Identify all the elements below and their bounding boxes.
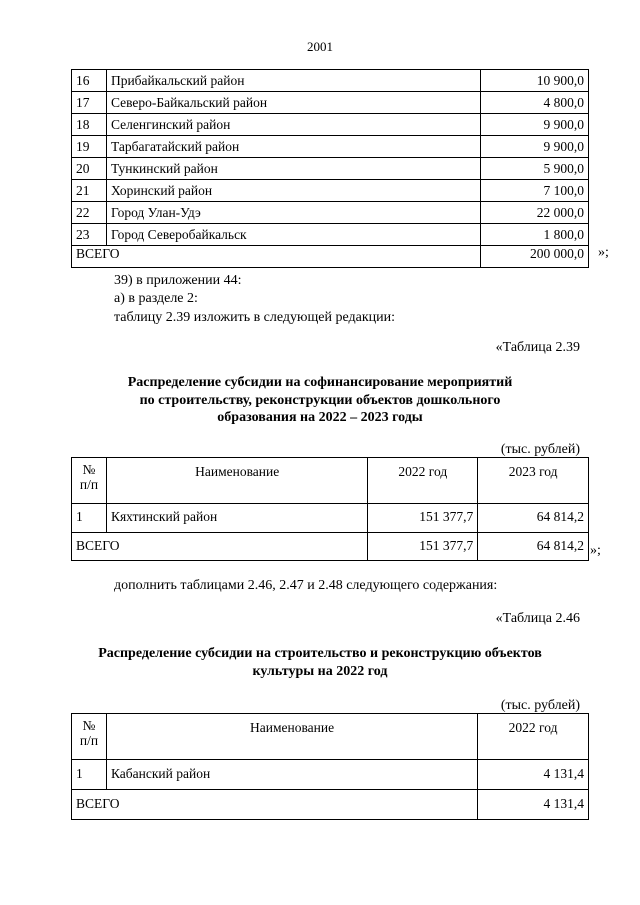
paragraph: дополнить таблицами 2.46, 2.47 и 2.48 следующего содержания:	[114, 578, 498, 593]
row-name: Кяхтинский район	[106, 504, 367, 533]
row-value: 1 800,0	[481, 224, 589, 246]
table-row	[72, 158, 589, 180]
table-title: культуры на 2022 год	[252, 664, 388, 679]
row-number: 19	[72, 136, 107, 158]
table-row	[72, 180, 589, 202]
table-districts	[71, 69, 589, 268]
row-value: 7 100,0	[481, 180, 589, 202]
row-value: 22 000,0	[481, 202, 589, 224]
header-name: Наименование	[106, 458, 367, 504]
closing-quote: »;	[598, 245, 609, 260]
total-value: 4 131,4	[478, 790, 589, 820]
page-number: 2001	[307, 39, 333, 54]
paragraph: а) в разделе 2:	[114, 291, 198, 306]
closing-quote: »;	[590, 543, 601, 558]
paragraph: 39) в приложении 44:	[114, 273, 242, 288]
units-label: (тыс. рублей)	[500, 698, 580, 713]
table-row	[72, 136, 589, 158]
total-value: 151 377,7	[368, 533, 478, 561]
row-name: Селенгинский район	[106, 114, 480, 136]
row-value: 64 814,2	[478, 504, 589, 533]
row-value: 9 900,0	[481, 136, 589, 158]
table-title: Распределение субсидии на софинансирование мероприятий	[127, 375, 513, 390]
row-number: 20	[72, 158, 107, 180]
table-title: по строительству, реконструкции объектов дошкольного	[139, 393, 501, 408]
row-name: Хоринский район	[106, 180, 480, 202]
row-name: Северо-Байкальский район	[106, 92, 480, 114]
header-number: №	[82, 718, 96, 733]
row-value: 4 131,4	[478, 760, 589, 790]
paragraph: таблицу 2.39 изложить в следующей редакции:	[114, 310, 396, 325]
total-value: 64 814,2	[478, 533, 589, 561]
row-number: 22	[72, 202, 107, 224]
table-row	[72, 224, 589, 246]
total-label: ВСЕГО	[72, 533, 368, 561]
table-total-row	[72, 533, 589, 561]
table-total-row	[72, 246, 589, 268]
row-number: 18	[72, 114, 107, 136]
total-label: ВСЕГО	[72, 790, 478, 820]
header-number-sub: п/п	[79, 733, 99, 748]
units-label: (тыс. рублей)	[500, 442, 580, 457]
row-number: 1	[72, 760, 107, 790]
row-name: Город Улан-Удэ	[106, 202, 480, 224]
table-label: «Таблица 2.46	[495, 611, 580, 626]
header-year: 2022 год	[368, 458, 478, 504]
table-2-39	[71, 457, 589, 561]
header-year: 2023 год	[478, 458, 589, 504]
row-name: Тункинский район	[106, 158, 480, 180]
row-name: Тарбагатайский район	[106, 136, 480, 158]
table-total-row	[72, 790, 589, 820]
row-value: 5 900,0	[481, 158, 589, 180]
table-row	[72, 92, 589, 114]
row-name: Прибайкальский район	[106, 70, 480, 92]
header-name: Наименование	[106, 714, 477, 760]
header-number-sub: п/п	[79, 477, 99, 492]
table-row	[72, 504, 589, 533]
row-number: 17	[72, 92, 107, 114]
table-row	[72, 202, 589, 224]
row-value: 4 800,0	[481, 92, 589, 114]
header-number: №	[82, 462, 96, 477]
table-row	[72, 114, 589, 136]
row-number: 23	[72, 224, 107, 246]
row-value: 9 900,0	[481, 114, 589, 136]
table-title: Распределение субсидии на строительство и реконструкцию объектов	[98, 646, 542, 661]
total-value: 200 000,0	[481, 246, 589, 268]
table-2-46	[71, 713, 589, 820]
table-row	[72, 760, 589, 790]
row-name: Кабанский район	[106, 760, 477, 790]
row-name: Город Северобайкальск	[106, 224, 480, 246]
total-label: ВСЕГО	[72, 246, 481, 268]
table-label: «Таблица 2.39	[495, 340, 580, 355]
row-number: 1	[72, 504, 107, 533]
table-title: образования на 2022 – 2023 годы	[217, 410, 423, 425]
row-number: 16	[72, 70, 107, 92]
table-row	[72, 70, 589, 92]
header-year: 2022 год	[478, 714, 589, 760]
row-value: 151 377,7	[368, 504, 478, 533]
row-number: 21	[72, 180, 107, 202]
row-value: 10 900,0	[481, 70, 589, 92]
